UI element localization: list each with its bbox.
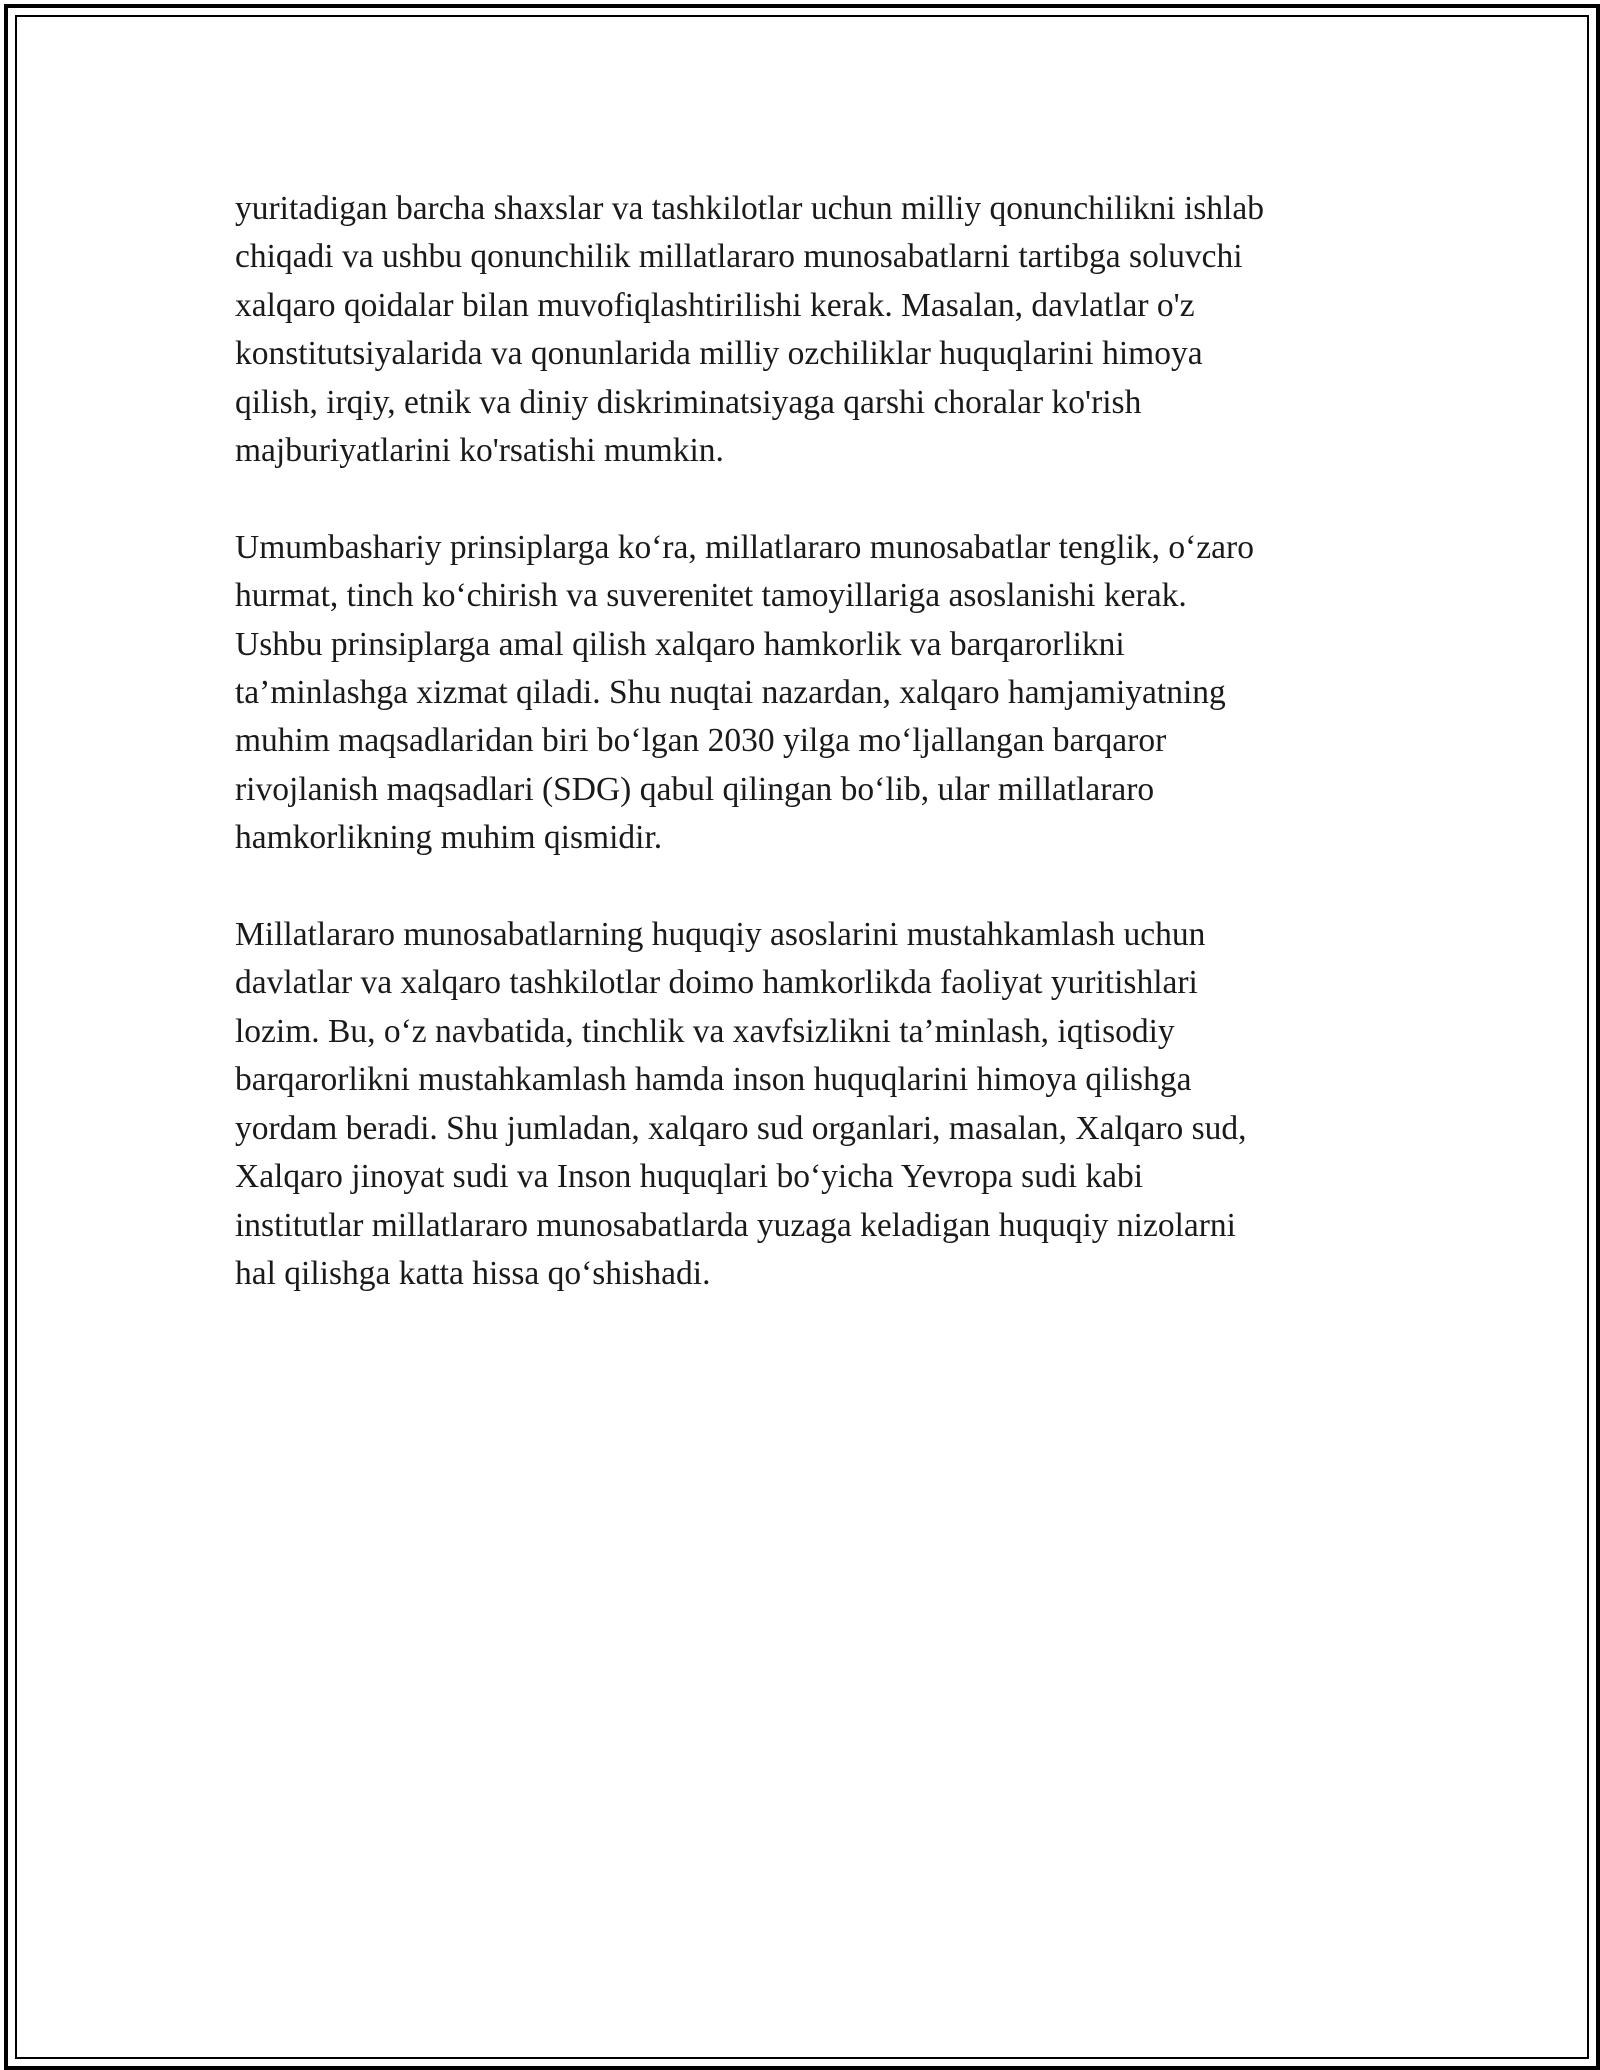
text-line: hal qilishga katta hissa qo‘shishadi. [235,1254,711,1292]
text-line: hurmat, tinch ko‘chirish va suverenitet tamoyillariga asoslanishi kerak. [235,577,1187,615]
text-line: majburiyatlarini ko'rsatishi mumkin. [235,432,724,470]
text-line: konstitutsiyalarida va qonunlarida milliy ozchiliklar huquqlarini himoya [235,335,1203,373]
text-line: hamkorlikning muhim qismidir. [235,819,663,857]
text-line: barqarorlikni mustahkamlash hamda inson huquqlarini himoya qilishga [235,1061,1192,1099]
text-line: Xalqaro jinoyat sudi va Inson huquqlari bo‘yicha Yevropa sudi kabi [235,1158,1144,1196]
text-line: chiqadi va ushbu qonunchilik millatlararo munosabatlarni tartibga soluvchi [235,238,1243,276]
text-line: davlatlar va xalqaro tashkilotlar doimo hamkorlikda faoliyat yuritishlari [235,964,1198,1002]
text-line: xalqaro qoidalar bilan muvofiqlashtirilishi kerak. Masalan, davlatlar o'z [235,286,1195,324]
text-line: qilish, irqiy, etnik va diniy diskriminatsiyaga qarshi choralar ko'rish [235,383,1142,421]
text-line: ta’minlashga xizmat qiladi. Shu nuqtai nazardan, xalqaro hamjamiyatning [235,674,1226,712]
paragraph-3 [235,911,1375,1298]
text-line: yordam beradi. Shu jumladan, xalqaro sud organlari, masalan, Xalqaro sud, [235,1109,1247,1147]
text-line: Ushbu prinsiplarga amal qilish xalqaro hamkorlik va barqarorlikni [235,625,1125,663]
document-body [235,185,1375,1347]
paragraph-2 [235,524,1375,863]
text-line: Millatlararo munosabatlarning huquqiy asoslarini mustahkamlash uchun [235,916,1206,954]
text-line: lozim. Bu, o‘z navbatida, tinchlik va xavfsizlikni ta’minlash, iqtisodiy [235,1012,1175,1050]
paragraph-1 [235,185,1375,475]
text-line: institutlar millatlararo munosabatlarda yuzaga keladigan huquqiy nizolarni [235,1206,1236,1244]
text-line: rivojlanish maqsadlari (SDG) qabul qilingan bo‘lib, ular millatlararo [235,770,1155,808]
text-line: Umumbashariy prinsiplarga ko‘ra, millatlararo munosabatlar tenglik, o‘zaro [235,528,1254,566]
text-line: muhim maqsadlaridan biri bo‘lgan 2030 yilga mo‘ljallangan barqaror [235,722,1167,760]
text-line: yuritadigan barcha shaxslar va tashkilotlar uchun milliy qonunchilikni ishlab [235,190,1264,227]
